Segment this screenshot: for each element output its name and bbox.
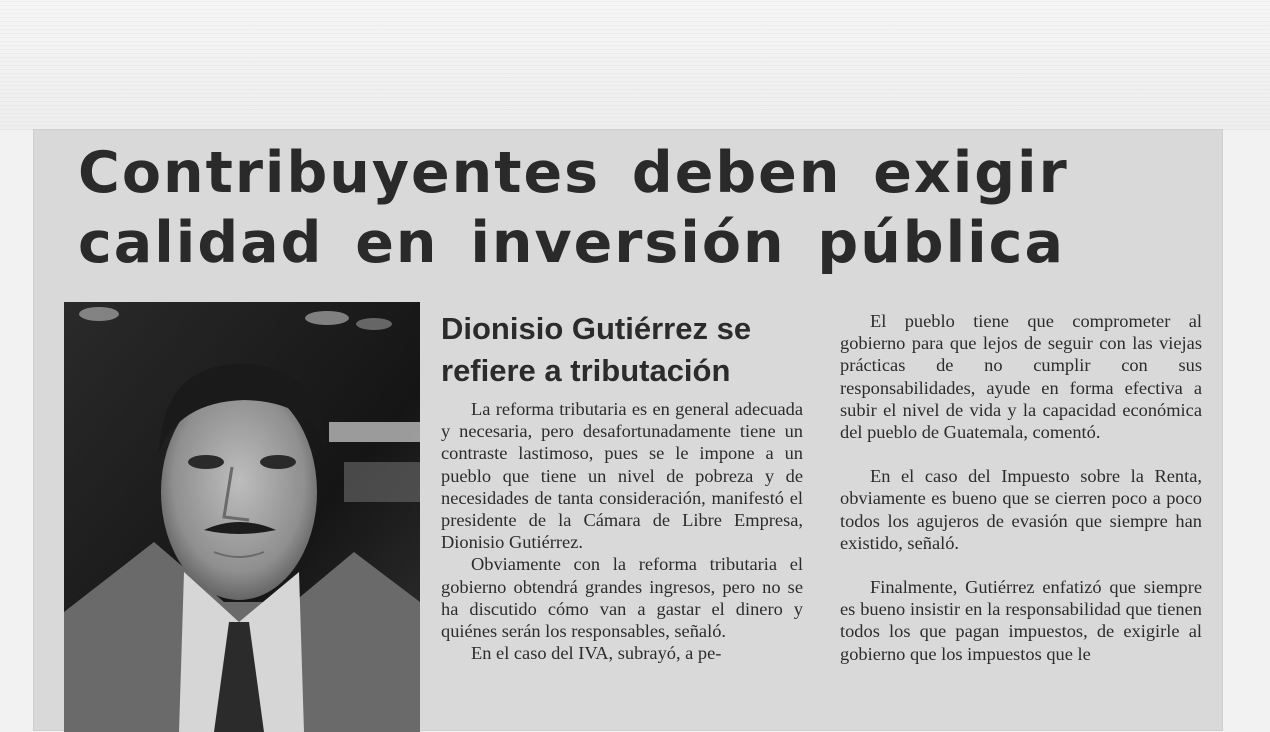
subheadline	[441, 308, 821, 392]
subheadline-line-1: Dionisio Gutiérrez se	[441, 311, 752, 346]
headline-line-1: Contribuyentes deben exigir	[78, 140, 1069, 206]
paragraph: Finalmente, Gutiérrez enfatizó que siempre es bueno insistir en la responsabilidad que tienen todos los que pagan impuestos, de exigirle al gobierno que los impuestos que le	[840, 577, 1202, 664]
scanned-page-margin	[0, 0, 1270, 130]
paragraph: Obviamente con la reforma tributaria el gobierno obtendrá grandes ingresos, pero no se ha discutido cómo van a gastar el dinero y quiénes serán los responsables, señaló.	[441, 554, 803, 642]
paragraph: La reforma tributaria es en general adecuada y necesaria, pero desafortunadamente tiene un contraste lastimoso, pues se le impone a un pueblo que tiene un nivel de pobreza y de necesidades de tanta consideración, manifestó el presidente de la Cámara de Libre Empresa, Dionisio Gutiérrez.	[441, 399, 803, 553]
paragraph: En el caso del Impuesto sobre la Renta, obviamente es bueno que se cierren poco a poco todos los agujeros de evasión que siempre han existido, señaló.	[840, 466, 1202, 553]
paragraph: El pueblo tiene que comprometer al gobierno para que lejos de seguir con las viejas prácticas de no cumplir con sus responsabilidades, ayude en forma efectiva a subir el nivel de vida y la capacidad económica del pueblo de Guatemala, comentó.	[840, 311, 1202, 443]
headline	[78, 138, 1198, 278]
headline-line-2: calidad en inversión pública	[78, 210, 1065, 276]
subheadline-line-2: refiere a tributación	[441, 353, 731, 388]
article-column-middle	[441, 398, 803, 664]
portrait-illustration	[64, 302, 420, 732]
paragraph: En el caso del IVA, subrayó, a pe-	[471, 643, 722, 664]
portrait-photo	[64, 302, 420, 732]
article-column-right	[840, 310, 1202, 687]
